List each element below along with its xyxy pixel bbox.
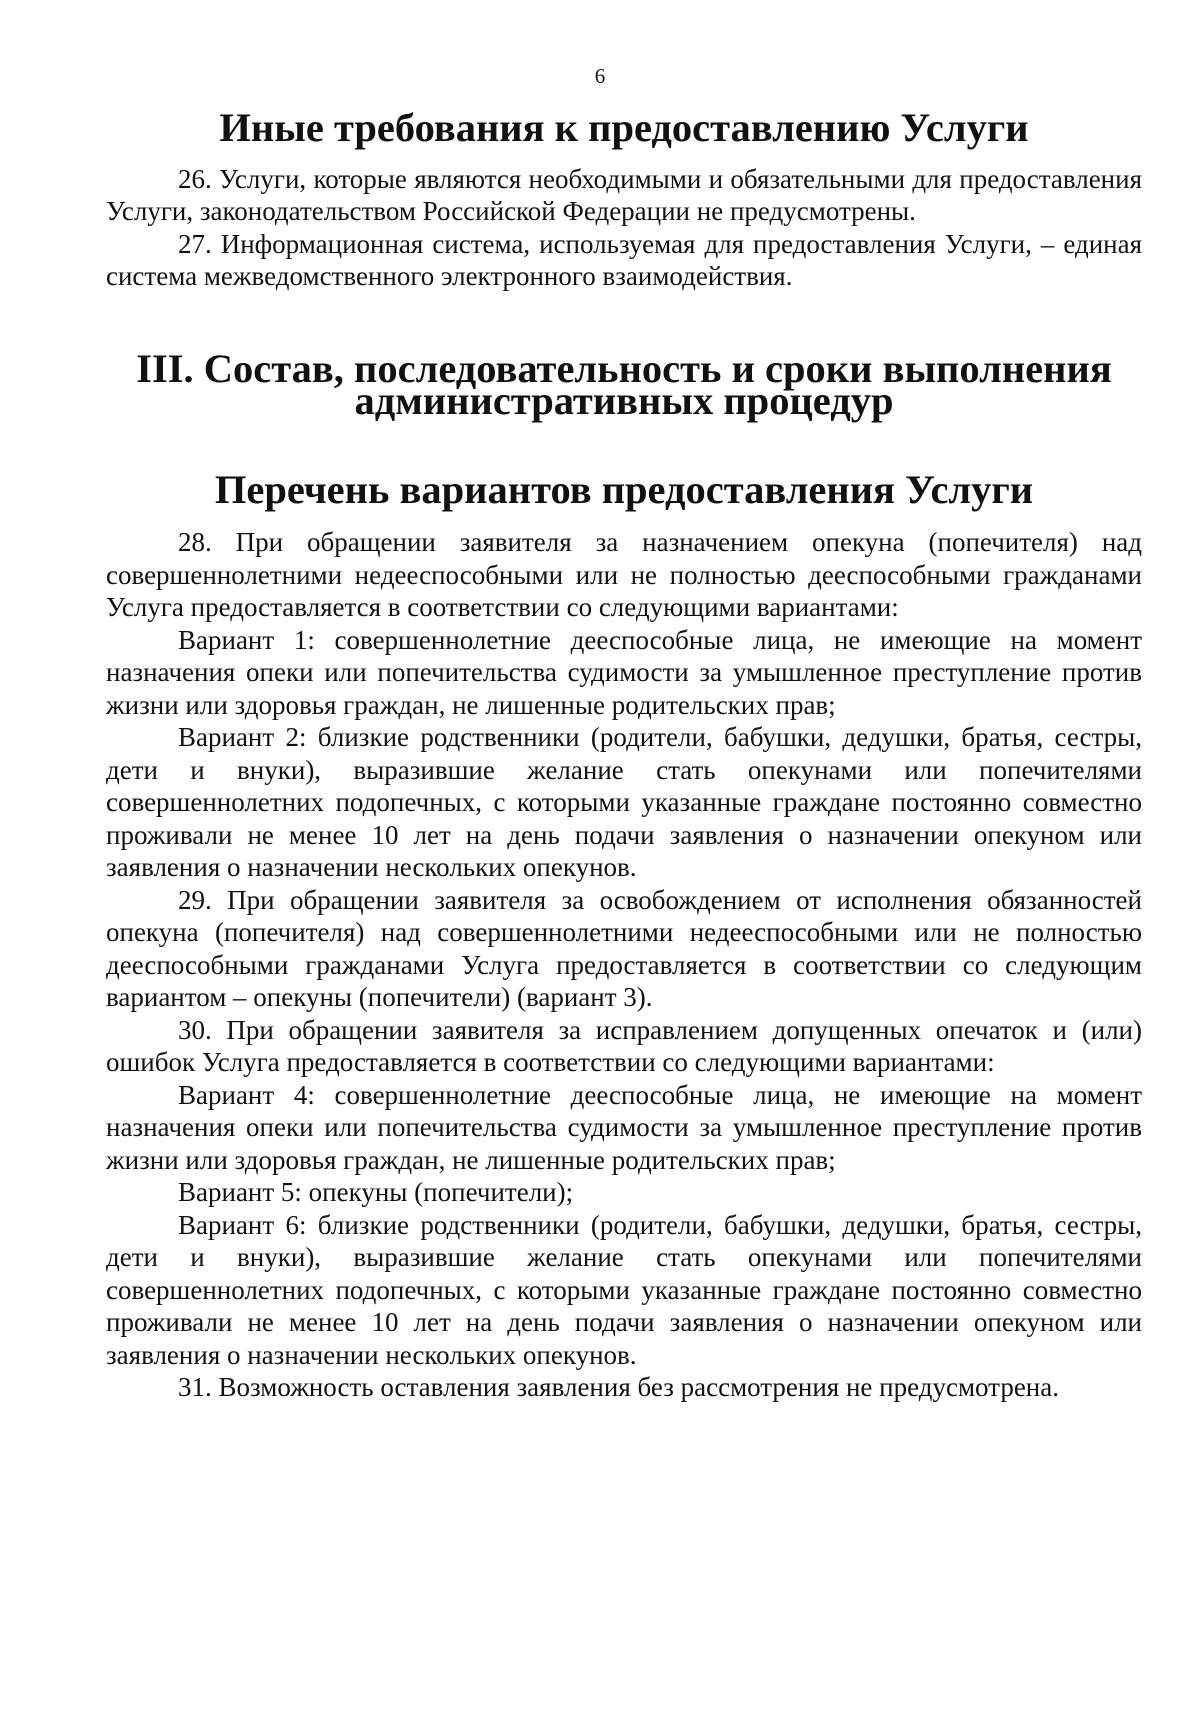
- paragraph-30: 30. При обращении заявителя за исправлением допущенных опечаток и (или) ошибок Услуга предоставляется в соответствии со следующими вариантами:: [106, 1014, 1142, 1077]
- page-number: 6: [594, 64, 606, 88]
- paragraph-27: 27. Информационная система, используемая для предоставления Услуги, – единая система межведомственного электронного взаимодействия.: [106, 228, 1142, 291]
- paragraph-26: 26. Услуги, которые являются необходимыми и обязательными для предоставления Услуги, законодательством Российской Федерации не предусмотрены.: [106, 163, 1142, 226]
- paragraph-variant-5: Вариант 5: опекуны (попечители);: [178, 1177, 574, 1207]
- paragraph-28: 28. При обращении заявителя за назначением опекуна (попечителя) над совершеннолетними недееспособными или не полностью дееспособными гражданами Услуга предоставляется в соответствии со следующими вариантами:: [106, 527, 1142, 622]
- paragraph-29: 29. При обращении заявителя за освобождением от исполнения обязанностей опекуна (попечителя) над совершеннолетними недееспособными или не полностью дееспособными гражданами Услуга предоставляется в соответствии со следующим вариантом – опекуны (попечители) (вариант 3).: [106, 884, 1142, 1012]
- paragraph-variant-6: Вариант 6: близкие родственники (родители, бабушки, дедушки, братья, сестры, дети и внуки), выразившие желание стать опекунами или попечителями совершеннолетних подопечных, с которыми указанные граждане постоянно совместно проживали не менее 10 лет на день подачи заявления о назначении опекуном или заявления о назначении нескольких опекунов.: [106, 1209, 1142, 1370]
- paragraph-variant-4: Вариант 4: совершеннолетние дееспособные лица, не имеющие на момент назначения опеки или попечительства судимости за умышленное преступление против жизни или здоровья граждан, не лишенные родительских прав;: [106, 1079, 1142, 1175]
- heading-section-iii: III. Состав, последовательность и сроки выполнения административных процедур: [136, 345, 1112, 423]
- heading-other-requirements: Иные требования к предоставлению Услуги: [219, 105, 1029, 150]
- paragraph-variant-2: Вариант 2: близкие родственники (родители, бабушки, дедушки, братья, сестры, дети и внуки), выразившие желание стать опекунами или попечителями совершеннолетних подопечных, с которыми указанные граждане постоянно совместно проживали не менее 10 лет на день подачи заявления о назначении опекуном или заявления о назначении нескольких опекунов.: [106, 722, 1142, 882]
- heading-variants-list: Перечень вариантов предоставления Услуги: [214, 466, 1034, 512]
- paragraph-31: 31. Возможность оставления заявления без рассмотрения не предусмотрена.: [178, 1372, 1059, 1402]
- paragraph-variant-1: Вариант 1: совершеннолетние дееспособные лица, не имеющие на момент назначения опеки или попечительства судимости за умышленное преступление против жизни или здоровья граждан, не лишенные родительских прав;: [106, 624, 1142, 720]
- document-body: [106, 105, 1142, 1404]
